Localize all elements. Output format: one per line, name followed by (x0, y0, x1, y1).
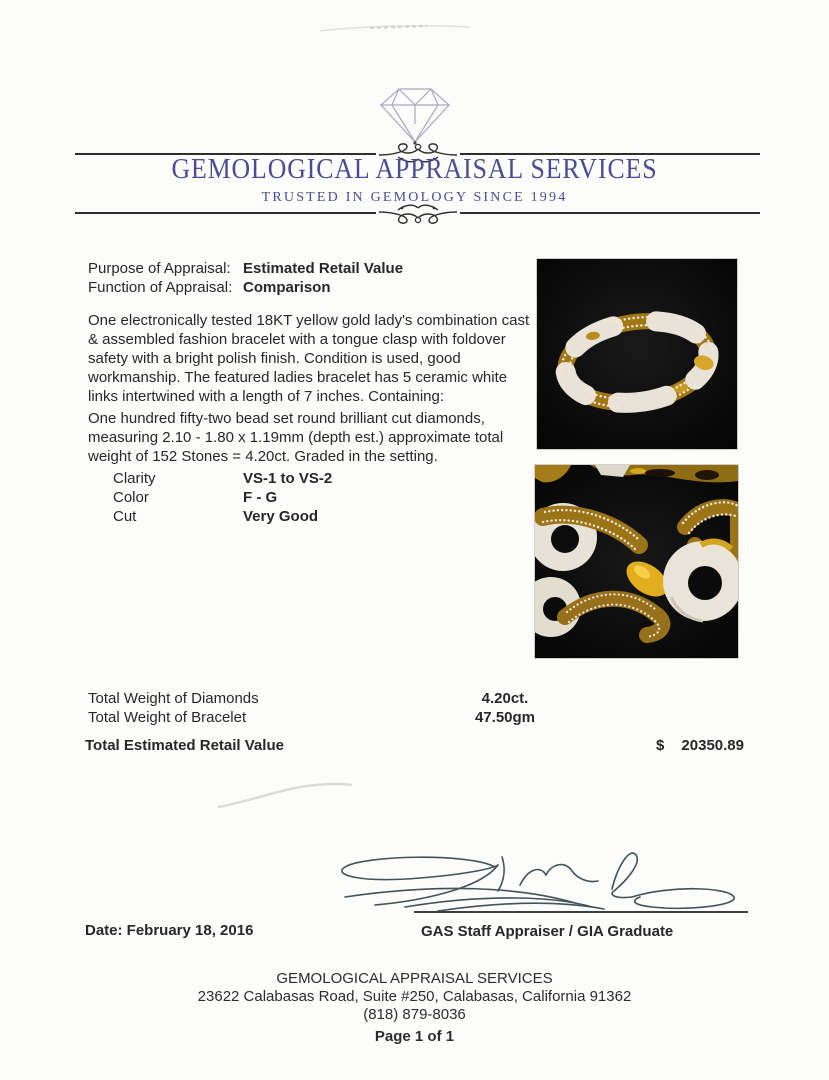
function-row (88, 278, 538, 297)
currency-symbol: $ (656, 737, 665, 754)
item-description: One electronically tested 18KT yellow gold lady's combination cast & assembled fashion bracelet with a tongue clasp with foldover safety with a bright polish finish. Condition is used, good workmanship. The featured ladies bracelet has 5 ceramic white links intertwined with a length of 7 inches. Containing: (88, 312, 530, 405)
footer-company: GEMOLOGICAL APPRAISAL SERVICES (276, 970, 553, 987)
purpose-row (88, 259, 538, 278)
function-label: Function of Appraisal: (88, 279, 233, 296)
cut-label: Cut (113, 508, 137, 525)
total-bracelet-label: Total Weight of Bracelet (88, 709, 247, 726)
clarity-value: VS-1 to VS-2 (243, 470, 333, 487)
signature-line (414, 911, 748, 913)
diamond-description: One hundred fifty-two bead set round brilliant cut diamonds, measuring 2.10 - 1.80 x 1.19mm (depth est.) approximate total weight of 152 Stones = 4.20ct. Graded in the setting. (88, 410, 504, 465)
total-retail-amount (656, 736, 744, 755)
footer-address: 23622 Calabasas Road, Suite #250, Calabasas, California 91362 (197, 988, 632, 1005)
grade-row-cut (113, 507, 473, 526)
scroll-flourish-icon (379, 200, 457, 226)
bracelet-closeup-illustration (535, 465, 738, 658)
grades-table (113, 469, 473, 526)
rule-line (460, 212, 761, 214)
total-bracelet-value: 47.50gm (474, 709, 536, 726)
total-diamonds-value: 4.20ct. (481, 690, 529, 707)
totals-values (455, 689, 555, 727)
appraiser-title: GAS Staff Appraiser / GIA Graduate (421, 923, 674, 940)
color-value: F - G (243, 489, 278, 506)
clarity-label: Clarity (113, 470, 156, 487)
bracelet-full-illustration (537, 259, 737, 449)
bracelet-photo-closeup (534, 464, 739, 659)
grade-row-clarity (113, 469, 473, 488)
company-title: GEMOLOGICAL APPRAISAL SERVICES (171, 154, 658, 185)
diamond-logo-icon (372, 82, 458, 148)
total-retail-label: Total Estimated Retail Value (85, 737, 284, 754)
rule-line (75, 212, 376, 214)
bracelet-photo-full (536, 258, 738, 450)
footer-page-number: Page 1 of 1 (374, 1028, 455, 1045)
footer-phone: (818) 879-8036 (363, 1006, 466, 1023)
appraiser-signature (320, 845, 750, 920)
scan-smudge-top (315, 20, 475, 38)
purpose-label: Purpose of Appraisal: (88, 260, 231, 277)
purpose-value: Estimated Retail Value (243, 260, 404, 277)
total-retail-value: 20350.89 (681, 737, 744, 754)
grade-row-color (113, 488, 473, 507)
color-label: Color (113, 489, 149, 506)
appraisal-fields (88, 259, 538, 297)
header-rule-bottom (75, 200, 760, 226)
company-tagline: TRUSTED IN GEMOLOGY SINCE 1994 (261, 190, 568, 205)
cut-value: Very Good (243, 508, 319, 525)
totals-labels (88, 689, 388, 727)
function-value: Comparison (243, 279, 331, 296)
total-diamonds-label: Total Weight of Diamonds (88, 690, 259, 707)
scan-smudge-middle (210, 775, 360, 815)
date-line: Date: February 18, 2016 (85, 922, 254, 939)
